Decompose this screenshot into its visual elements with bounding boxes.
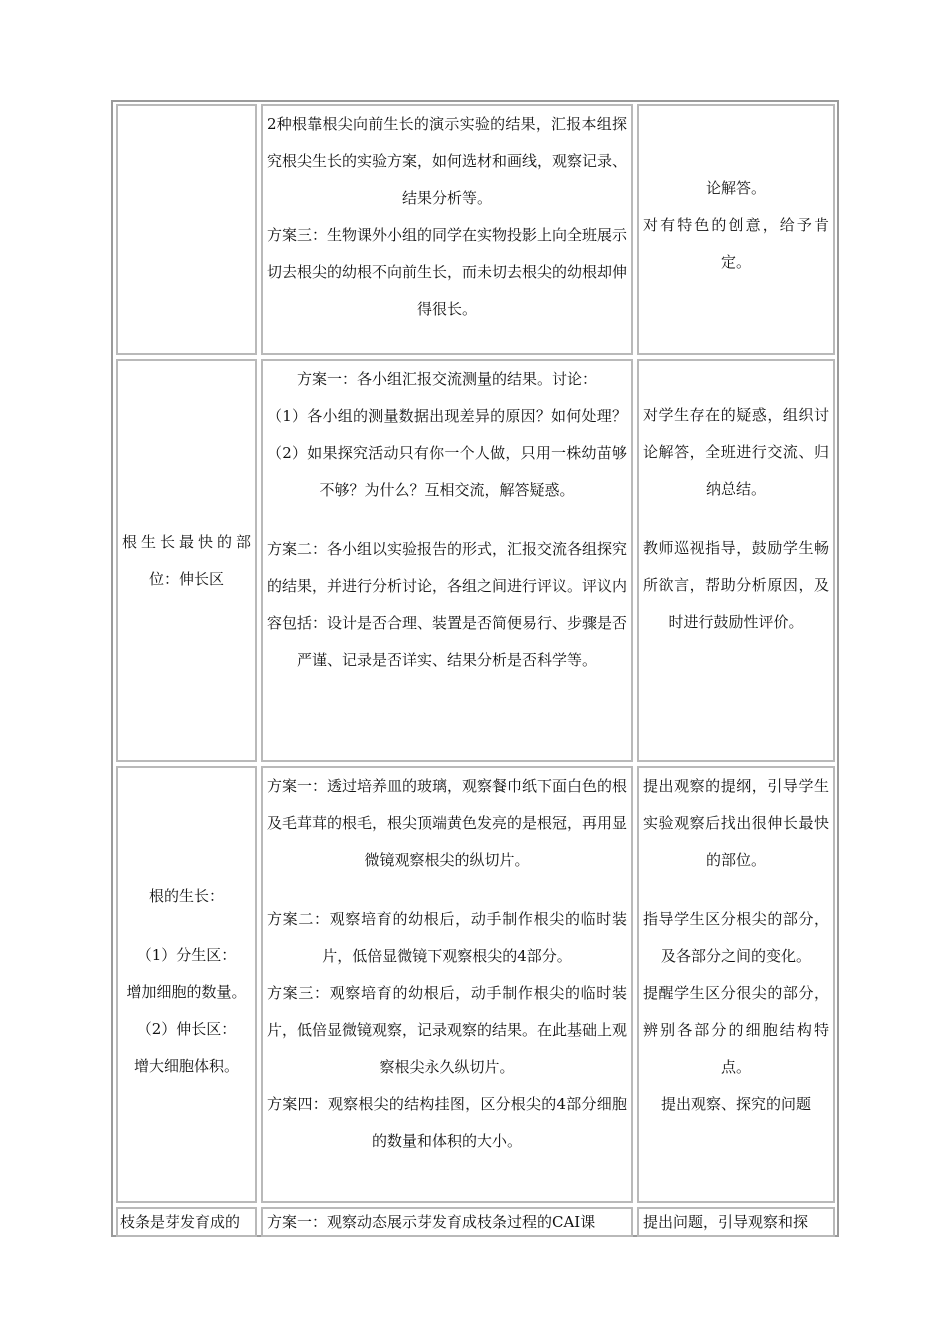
row1-teacher-text-2: 对有特色的创意，给予肯定。 (643, 216, 829, 271)
row2-activity-cell (261, 359, 633, 762)
row3-activity-text-1: 方案一：透过培养皿的玻璃，观察餐巾纸下面白色的根及毛茸茸的根毛，根尖顶端黄色发亮的是根冠，再用显微镜观察根尖的纵切片。 (267, 777, 628, 869)
row1-topic-cell (116, 104, 257, 355)
row2-teacher-cell (637, 359, 835, 762)
lesson-table (111, 100, 839, 1237)
row3-topic-line-1: 根的生长： (148, 887, 224, 905)
row4-activity-text: 方案一：观察动态展示芽发育成枝条过程的CAI课 (267, 1213, 596, 1231)
row3-topic-line-2: （1）分生区： (136, 946, 237, 964)
row2-activity-text-2: （1）各小组的测量数据出现差异的原因？如何处理？（2）如果探究活动只有你一个人做，只用一株幼苗够不够？为什么？互相交流，解答疑惑。 (267, 407, 627, 499)
row2-topic-cell (116, 359, 257, 762)
row3-topic-line-4: （2）伸长区： (136, 1020, 237, 1038)
row3-teacher-text-4: 提出观察、探究的问题 (660, 1095, 811, 1113)
row3-teacher-text-2: 指导学生区分根尖的部分，及各部分之间的变化。 (643, 910, 829, 965)
row4-teacher-text: 提出问题，引导观察和探 (643, 1213, 809, 1231)
row1-activity-text-1: 2种根靠根尖向前生长的演示实验的结果，汇报本组探究根尖生长的实验方案，如何选材和画线，观察记录、结果分析等。 (267, 115, 628, 207)
row3-activity-text-2: 方案二：观察培育的幼根后，动手制作根尖的临时装片，低倍显微镜下观察根尖的4部分。 (267, 910, 627, 965)
row3-topic-line-5: 增大细胞体积。 (133, 1057, 239, 1075)
row2-teacher-text-1: 对学生存在的疑惑，组织讨论解答，全班进行交流、归纳总结。 (643, 406, 829, 498)
row4-activity-cell (261, 1207, 633, 1237)
row3-teacher-text-1: 提出观察的提纲，引导学生实验观察后找出很伸长最快的部位。 (643, 777, 829, 869)
row2-topic-text: 根生长最快的部位：伸长区 (122, 532, 251, 588)
row3-topic-line-3: 增加细胞的数量。 (126, 983, 247, 1001)
row4-topic-text: 枝条是芽发育成的 (120, 1213, 241, 1231)
row3-activity-cell (261, 766, 633, 1203)
row1-teacher-cell (637, 104, 835, 355)
row2-activity-text-1: 方案一：各小组汇报交流测量的结果。讨论： (296, 370, 597, 388)
row1-activity-cell (261, 104, 633, 355)
row4-teacher-cell (637, 1207, 835, 1237)
row2-teacher-text-2: 教师巡视指导，鼓励学生畅所欲言，帮助分析原因，及时进行鼓励性评价。 (643, 539, 829, 631)
row3-activity-text-3: 方案三：观察培育的幼根后，动手制作根尖的临时装片，低倍显微镜观察，记录观察的结果。在此基础上观察根尖永久纵切片。 (267, 984, 628, 1076)
row1-activity-text-2: 方案三：生物课外小组的同学在实物投影上向全班展示切去根尖的幼根不向前生长，而未切去根尖的幼根却伸得很长。 (267, 226, 628, 318)
row1-teacher-text-1: 论解答。 (705, 179, 766, 197)
row4-topic-cell (116, 1207, 257, 1237)
row2-activity-text-3: 方案二：各小组以实验报告的形式，汇报交流各组探究的结果，并进行分析讨论，各组之间进行评议。评议内容包括：设计是否合理、装置是否简便易行、步骤是否严谨、记录是否详实、结果分析是否科学等。 (267, 540, 628, 669)
row3-teacher-text-3: 提醒学生区分很尖的部分，辨别各部分的细胞结构特点。 (643, 984, 829, 1076)
row3-teacher-cell (637, 766, 835, 1203)
row3-topic-cell (116, 766, 257, 1203)
row3-activity-text-4: 方案四：观察根尖的结构挂图，区分根尖的4部分细胞的数量和体积的大小。 (267, 1095, 627, 1150)
